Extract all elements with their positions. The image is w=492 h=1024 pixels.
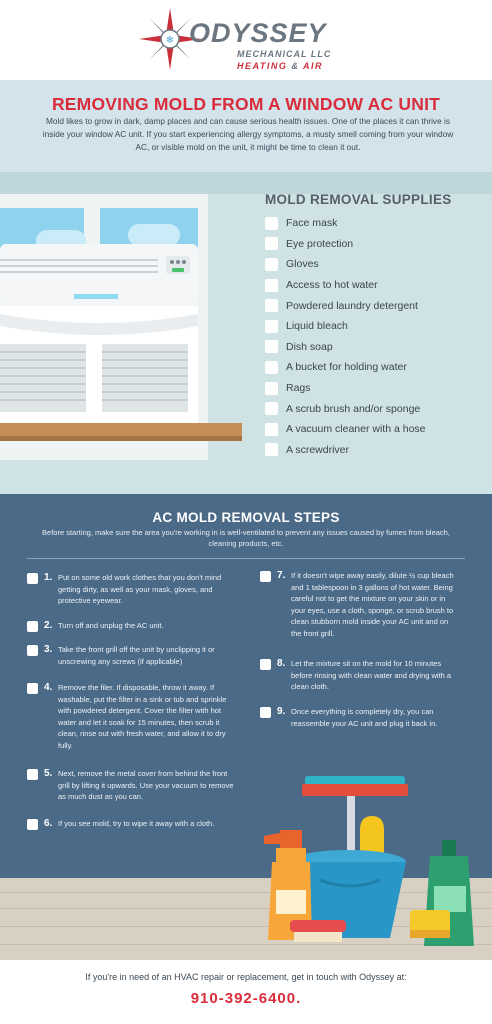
cloud bbox=[128, 224, 180, 246]
checkbox-icon[interactable] bbox=[265, 258, 278, 271]
svg-text:❄: ❄ bbox=[165, 35, 175, 46]
step-number: 8. bbox=[277, 658, 286, 669]
step-number: 5. bbox=[44, 768, 53, 779]
list-item bbox=[265, 295, 426, 316]
step-text: Next, remove the metal cover from behind the front grill by lifting it upwards. Use your vacuum to remove as much dust as you can. bbox=[58, 769, 234, 801]
checkbox-icon[interactable] bbox=[27, 683, 38, 694]
intro-text: Mold likes to grow in dark, damp places and can cause serious health issues. One of the places it can thrive is inside your window AC unit. If you start experiencing allergy symptoms, a musty smell coming from your window AC, or visible mold on the unit, it might be time to clean it out. bbox=[42, 116, 454, 152]
supply-label: Face mask bbox=[286, 217, 338, 230]
checkbox-icon[interactable] bbox=[265, 443, 278, 456]
checkbox-icon[interactable] bbox=[265, 402, 278, 415]
checkbox-icon[interactable] bbox=[27, 645, 38, 656]
cleaning-supplies-illustration bbox=[250, 770, 492, 960]
checkbox-icon[interactable] bbox=[265, 279, 278, 292]
checkbox-icon[interactable] bbox=[27, 573, 38, 584]
step-text: If you see mold, try to wipe it away with a cloth. bbox=[58, 819, 215, 828]
brand-sub-mechanical: MECHANICAL LLC bbox=[237, 49, 332, 59]
brand-heating: HEATING bbox=[237, 61, 288, 71]
step-text: If it doesn't wipe away easily, dilute ½ cup bleach and 1 tablespoon in 3 gallons of hot water. Being careful not to get the mixture on your skin or in your eyes, use a cloth, sponge, or scrub brush to clean stubborn mold inside your AC unit and on the front grill. bbox=[291, 571, 454, 638]
supply-label: Dish soap bbox=[286, 340, 333, 353]
footer-text: If you're in need of an HVAC repair or replacement, get in touch with Odyssey at: bbox=[85, 972, 407, 982]
list-item bbox=[265, 275, 426, 296]
intro-section bbox=[0, 80, 492, 172]
checkbox-icon[interactable] bbox=[27, 819, 38, 830]
supply-label: A vacuum cleaner with a hose bbox=[286, 423, 426, 436]
list-item bbox=[265, 337, 426, 358]
step-text: Let the mixture sit on the mold for 10 minutes before rinsing with clean water and drying with a clean cloth. bbox=[291, 659, 452, 691]
step-item bbox=[27, 572, 237, 607]
step-number: 2. bbox=[44, 620, 53, 631]
brand-name: ODYSSEY bbox=[189, 18, 327, 48]
step-number: 1. bbox=[44, 572, 53, 583]
header bbox=[0, 0, 492, 80]
step-item bbox=[27, 768, 237, 803]
step-item bbox=[27, 620, 237, 632]
page-title: REMOVING MOLD FROM A WINDOW AC UNIT bbox=[51, 94, 441, 114]
checkbox-icon[interactable] bbox=[27, 621, 38, 632]
odyssey-logo[interactable] bbox=[137, 6, 357, 72]
step-item bbox=[260, 706, 460, 729]
supply-label: A bucket for holding water bbox=[286, 361, 407, 374]
list-item bbox=[265, 234, 426, 255]
list-item bbox=[265, 357, 426, 378]
step-text: Remove the filer. If disposable, throw it away. If washable, put the filter in a sink or tub and sprinkle with powdered detergent. Cover the filter with hot water and let it soak for 15 minutes, then scrub it clean, rinse out with fresh water, and allow it to dry fully. bbox=[58, 683, 227, 750]
supplies-title: MOLD REMOVAL SUPPLIES bbox=[265, 192, 452, 207]
step-text: Put on some old work clothes that you don't mind getting dirty, as well as your mask, gloves, and protective eyewear. bbox=[58, 573, 222, 605]
window-sill bbox=[0, 423, 242, 436]
wall-stripe bbox=[0, 172, 492, 194]
step-number: 6. bbox=[44, 818, 53, 829]
step-item bbox=[27, 818, 237, 830]
step-number: 7. bbox=[277, 570, 286, 581]
supply-label: Liquid bleach bbox=[286, 320, 348, 333]
checkbox-icon[interactable] bbox=[265, 217, 278, 230]
brand-amp: & bbox=[291, 61, 300, 71]
window-ac-unit-illustration bbox=[0, 244, 200, 434]
step-number: 3. bbox=[44, 644, 53, 655]
checkbox-icon[interactable] bbox=[265, 423, 278, 436]
checkbox-icon[interactable] bbox=[260, 659, 271, 670]
supply-label: Access to hot water bbox=[286, 279, 378, 292]
steps-intro: Before starting, make sure the area you're working in is well-ventilated to prevent any issues caused by fumes from bleach, cleaning products, etc. bbox=[42, 528, 450, 548]
checkbox-icon[interactable] bbox=[265, 237, 278, 250]
step-text: Turn off and unplug the AC unit. bbox=[58, 621, 164, 630]
list-item bbox=[265, 419, 426, 440]
footer bbox=[0, 960, 492, 1024]
list-item bbox=[265, 213, 426, 234]
supply-label: Gloves bbox=[286, 258, 319, 271]
step-text: Take the front grill off the unit by unclipping it or unscrewing any screws (if applicable) bbox=[58, 645, 215, 666]
list-item bbox=[265, 316, 426, 337]
step-number: 4. bbox=[44, 682, 53, 693]
checkbox-icon[interactable] bbox=[27, 769, 38, 780]
divider bbox=[27, 558, 465, 559]
checkbox-icon[interactable] bbox=[265, 340, 278, 353]
supply-label: A scrub brush and/or sponge bbox=[286, 402, 421, 415]
step-item bbox=[27, 644, 237, 667]
phone-number-link[interactable]: 910-392-6400. bbox=[190, 990, 302, 1007]
step-item bbox=[260, 658, 460, 693]
list-item bbox=[265, 378, 426, 399]
checkbox-icon[interactable] bbox=[265, 382, 278, 395]
list-item bbox=[265, 254, 426, 275]
checkbox-icon[interactable] bbox=[260, 707, 271, 718]
step-text: Once everything is completely dry, you can reassemble your AC unit and plug it back in. bbox=[291, 707, 438, 728]
list-item bbox=[265, 398, 426, 419]
checkbox-icon[interactable] bbox=[265, 361, 278, 374]
steps-title: AC MOLD REMOVAL STEPS bbox=[152, 510, 340, 525]
supply-label: Eye protection bbox=[286, 237, 354, 250]
supply-label: A screwdriver bbox=[286, 443, 350, 456]
supplies-list bbox=[265, 213, 426, 460]
window-sill-shadow bbox=[0, 436, 242, 441]
checkbox-icon[interactable] bbox=[260, 571, 271, 582]
step-item bbox=[27, 682, 237, 751]
list-item bbox=[265, 440, 426, 461]
step-item bbox=[260, 570, 460, 639]
brand-sub-heating-air bbox=[237, 61, 323, 71]
brand-air: AIR bbox=[303, 61, 324, 71]
checkbox-icon[interactable] bbox=[265, 299, 278, 312]
supply-label: Powdered laundry detergent bbox=[286, 299, 418, 312]
step-number: 9. bbox=[277, 706, 286, 717]
supply-label: Rags bbox=[286, 382, 311, 395]
supplies-section bbox=[0, 172, 492, 494]
checkbox-icon[interactable] bbox=[265, 320, 278, 333]
